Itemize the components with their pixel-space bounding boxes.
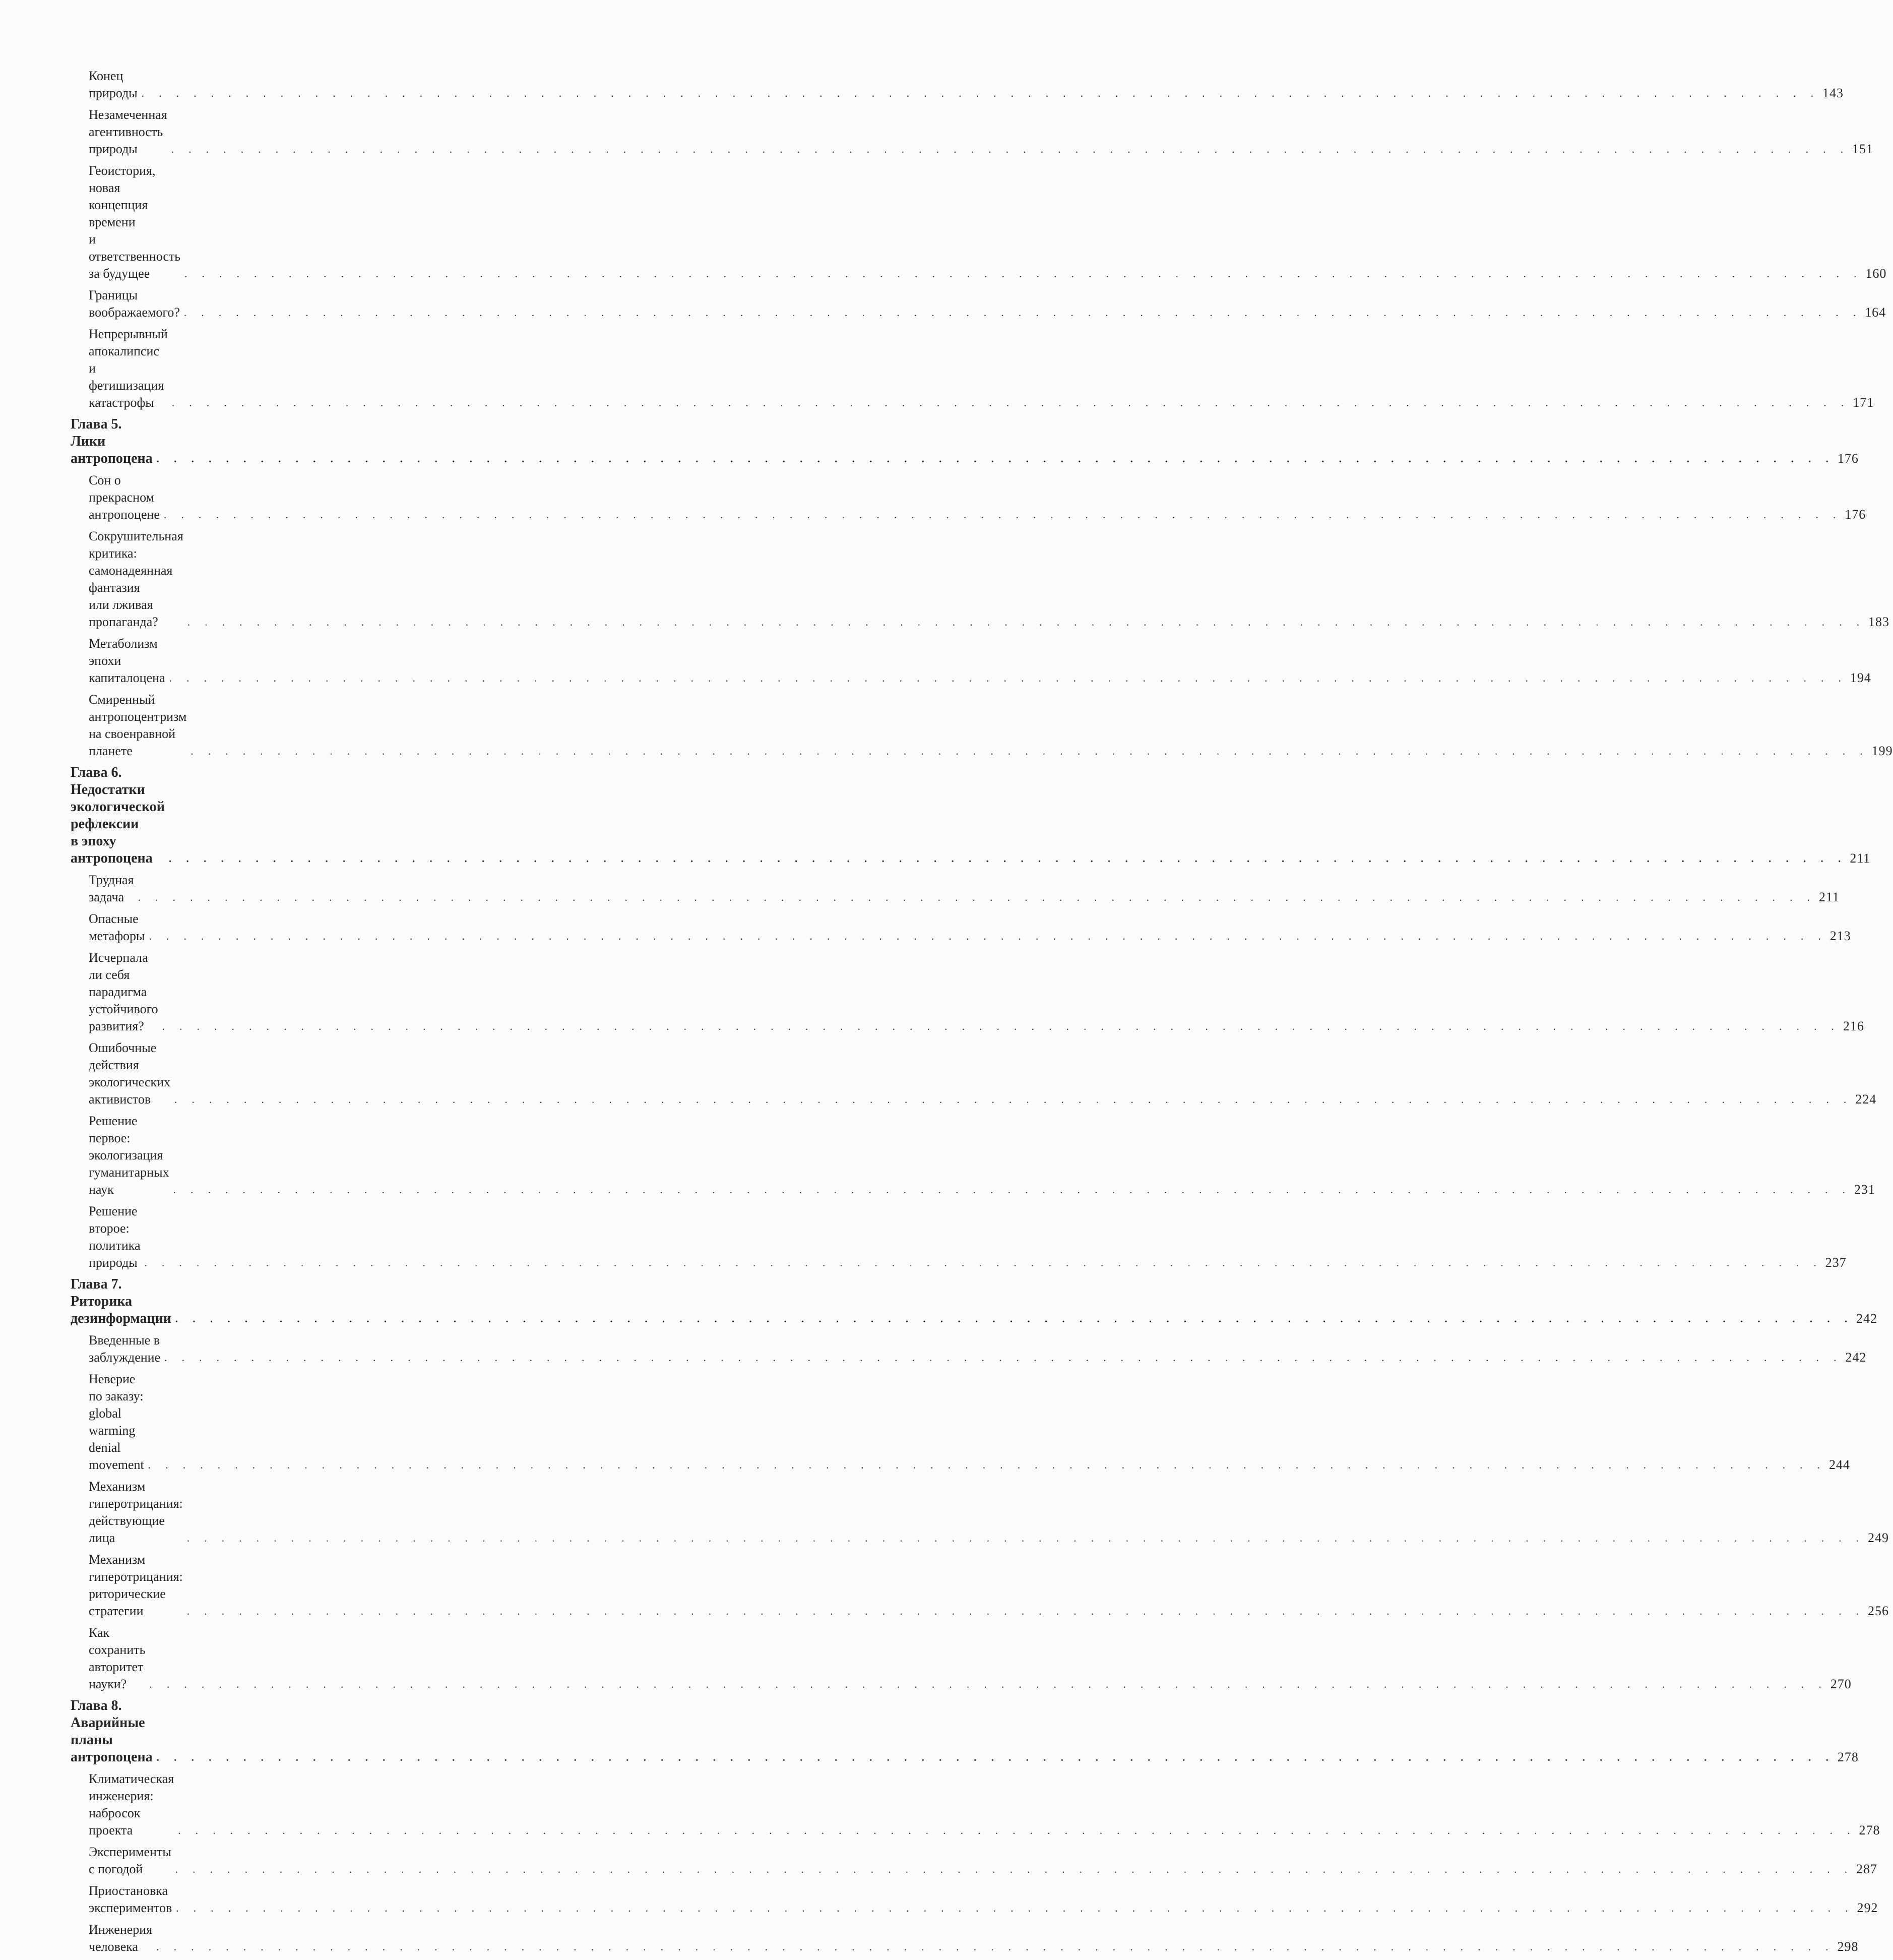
- title-line: или лживая пропаганда?: [89, 597, 158, 629]
- section-title: [89, 326, 168, 411]
- section-title: [89, 287, 180, 321]
- section-title: [89, 1332, 160, 1366]
- section-title: [89, 1770, 174, 1839]
- page-number: 199: [1871, 744, 1893, 758]
- title-line: Решение первое: экологизация гуманитарных наук: [89, 1114, 169, 1197]
- title-line: Исчерпала ли себя парадигма устойчивого развития?: [89, 950, 158, 1033]
- page-number: 231: [1854, 1182, 1875, 1197]
- dot-leader: [183, 614, 1868, 631]
- section-title: [89, 910, 145, 945]
- toc-section-entry: [71, 1371, 1850, 1474]
- page-number: 171: [1853, 395, 1874, 410]
- toc-section-entry: [71, 106, 1873, 158]
- page-number: 278: [1859, 1823, 1880, 1838]
- dot-leader: [169, 1181, 1854, 1198]
- section-title: [89, 106, 167, 158]
- section-title: [89, 528, 183, 631]
- dot-leader: [145, 1676, 1830, 1693]
- section-title: [89, 68, 138, 102]
- toc-chapter-entry: [71, 764, 1871, 867]
- dot-leader: [165, 669, 1850, 687]
- title-line: Инженерия человека: [89, 1922, 153, 1954]
- title-line: и ответственность за будущее: [89, 232, 181, 281]
- dot-leader: [167, 141, 1852, 158]
- page-number: 224: [1855, 1092, 1877, 1107]
- page-number: 143: [1822, 86, 1844, 100]
- toc-section-entry: [71, 1203, 1847, 1271]
- dot-leader: [153, 450, 1838, 467]
- toc-section-entry: [71, 1624, 1852, 1693]
- section-title: [89, 1624, 145, 1693]
- title-line: Трудная задача: [89, 873, 134, 904]
- page-number: 194: [1850, 670, 1871, 685]
- title-line: Механизм гиперотрицания: действующие лица: [89, 1479, 183, 1545]
- section-title: [89, 1113, 169, 1198]
- page-number: 242: [1856, 1311, 1878, 1326]
- toc-section-entry: [71, 1332, 1867, 1366]
- toc-section-entry: [71, 68, 1844, 102]
- toc-section-entry: [71, 287, 1886, 321]
- dot-leader: [186, 743, 1871, 760]
- page-number: 183: [1868, 615, 1889, 629]
- toc-section-entry: [71, 1113, 1875, 1198]
- toc-section-entry: [71, 949, 1864, 1035]
- title-line: Глава 8. Аварийные планы антропоцена: [71, 1698, 153, 1765]
- dot-leader: [160, 1349, 1845, 1366]
- page-number: 176: [1845, 507, 1866, 522]
- dot-leader: [144, 1456, 1829, 1474]
- page-number: 292: [1857, 1901, 1878, 1915]
- title-line: Геоистория, новая концепция времени: [89, 163, 156, 229]
- page-number: 249: [1868, 1530, 1889, 1545]
- page-number: 211: [1818, 890, 1840, 904]
- dot-leader: [174, 1822, 1859, 1839]
- page-number: 237: [1825, 1255, 1847, 1270]
- dot-leader: [165, 850, 1850, 867]
- title-line: Глава 5. Лики антропоцена: [71, 416, 153, 466]
- title-line: Эксперименты с погодой: [89, 1845, 171, 1876]
- section-title: [89, 472, 160, 523]
- section-title: [89, 1478, 183, 1547]
- section-title: [89, 162, 180, 282]
- toc-section-entry: [71, 1882, 1878, 1917]
- title-line: Метаболизм эпохи капиталоцена: [89, 636, 165, 685]
- dot-leader: [168, 394, 1853, 411]
- title-line: Смиренный антропоцентризм на своенравной планете: [89, 692, 187, 758]
- dot-leader: [180, 265, 1865, 282]
- page-number: 256: [1868, 1604, 1889, 1618]
- title-line: Опасные метафоры: [89, 911, 145, 943]
- section-title: [89, 949, 158, 1035]
- dot-leader: [183, 1603, 1868, 1620]
- title-line: Приостановка экспериментов: [89, 1883, 172, 1915]
- section-title: [89, 1203, 141, 1271]
- dot-leader: [152, 1938, 1837, 1955]
- page-number: 298: [1837, 1939, 1859, 1954]
- toc-section-entry: [71, 1478, 1889, 1547]
- title-line: Непрерывный апокалипсис и фетишизация катастрофы: [89, 327, 168, 410]
- section-title: [89, 1551, 183, 1620]
- page-number: 216: [1843, 1019, 1864, 1033]
- section-title: [89, 1844, 171, 1878]
- dot-leader: [170, 1091, 1855, 1108]
- table-of-contents: [71, 68, 1893, 1960]
- section-title: [89, 635, 165, 687]
- toc-section-entry: [71, 528, 1889, 631]
- section-title: [89, 872, 134, 906]
- toc-chapter-entry: [71, 416, 1859, 467]
- dot-leader: [145, 928, 1830, 945]
- dot-leader: [138, 85, 1822, 102]
- page-number: 287: [1856, 1862, 1878, 1876]
- title-line: Неверие по заказу: global warming denial movement: [89, 1372, 144, 1472]
- toc-chapter-entry: [71, 1697, 1859, 1766]
- toc-section-entry: [71, 691, 1893, 760]
- toc-section-entry: [71, 472, 1866, 523]
- title-line: Сокрушительная критика: самонадеянная фантазия: [89, 529, 183, 595]
- page-number: 211: [1850, 851, 1871, 866]
- toc-section-entry: [71, 872, 1840, 906]
- title-line: Конец природы: [89, 69, 138, 100]
- page-number: 244: [1829, 1457, 1850, 1472]
- title-line: Глава 7. Риторика дезинформации: [71, 1276, 171, 1326]
- title-line: Незамеченная агентивность природы: [89, 107, 167, 156]
- dot-leader: [183, 1529, 1868, 1547]
- dot-leader: [160, 506, 1845, 523]
- title-line: Глава 6. Недостатки экологической рефлексии: [71, 765, 165, 832]
- chapter-title: [71, 1276, 171, 1327]
- dot-leader: [171, 1310, 1856, 1327]
- toc-section-entry: [71, 910, 1851, 945]
- toc-section-entry: [71, 1844, 1878, 1878]
- dot-leader: [158, 1018, 1843, 1035]
- toc-section-entry: [71, 635, 1871, 687]
- section-title: [89, 1882, 172, 1917]
- toc-chapter-entry: [71, 1276, 1878, 1327]
- title-line: Границы воображаемого?: [89, 288, 180, 320]
- dot-leader: [171, 1861, 1856, 1878]
- title-line: Решение второе: политика природы: [89, 1204, 141, 1270]
- section-title: [89, 691, 186, 760]
- chapter-title: [71, 764, 165, 867]
- title-line: Климатическая инженерия: набросок проекта: [89, 1771, 174, 1838]
- title-line: Как сохранить авторитет науки?: [89, 1625, 146, 1691]
- page-number: 176: [1837, 451, 1859, 466]
- title-line: Сон о прекрасном антропоцене: [89, 473, 160, 522]
- section-title: [89, 1039, 170, 1108]
- page-number: 151: [1852, 142, 1873, 156]
- title-line: Введенные в заблуждение: [89, 1333, 161, 1365]
- toc-section-entry: [71, 326, 1874, 411]
- page-number: 213: [1829, 929, 1851, 943]
- dot-leader: [172, 1900, 1857, 1917]
- page-number: 278: [1837, 1750, 1859, 1764]
- title-line: Ошибочные действия экологических активистов: [89, 1040, 171, 1107]
- dot-leader: [134, 889, 1819, 906]
- chapter-title: [71, 1697, 153, 1766]
- page-number: 242: [1845, 1350, 1867, 1365]
- dot-leader: [180, 304, 1865, 321]
- chapter-title: [71, 416, 153, 467]
- title-line: в эпоху антропоцена: [71, 833, 153, 866]
- section-title: [89, 1921, 152, 1955]
- toc-section-entry: [71, 162, 1887, 282]
- page-number: 164: [1865, 305, 1886, 320]
- page-number: 270: [1830, 1677, 1852, 1691]
- toc-section-entry: [71, 1551, 1889, 1620]
- title-line: Механизм гиперотрицания: риторические стратегии: [89, 1552, 183, 1618]
- page-number: 160: [1865, 266, 1887, 281]
- section-title: [89, 1371, 144, 1474]
- dot-leader: [153, 1749, 1838, 1766]
- toc-section-entry: [71, 1921, 1859, 1955]
- toc-section-entry: [71, 1039, 1877, 1108]
- toc-section-entry: [71, 1770, 1880, 1839]
- dot-leader: [141, 1254, 1825, 1271]
